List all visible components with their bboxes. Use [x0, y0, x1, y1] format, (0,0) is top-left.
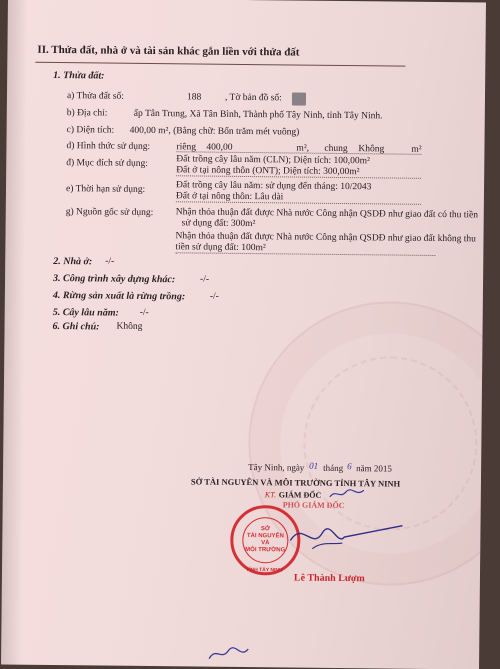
perennial-label: 5. Cây lâu năm:	[52, 306, 119, 319]
purpose-line-2: Đất ở tại nông thôn (ONT); Diện tích: 300,00m²	[176, 165, 360, 178]
origin-dotline	[175, 252, 435, 256]
parcel-number-label: a) Thửa đất số:	[66, 91, 124, 102]
usage-private-value: 400,00	[206, 142, 233, 153]
certificate-page	[1, 0, 486, 669]
area-label: c) Diện tích:	[66, 125, 115, 136]
director-signature	[282, 510, 412, 556]
usage-private-label: riêng	[176, 142, 197, 153]
purpose-line-1: Đất trồng cây lâu năm (CLN); Diện tích: 100,00m²	[176, 154, 370, 167]
land-heading: 1. Thửa đất:	[53, 69, 105, 82]
section-divider	[35, 62, 405, 67]
date-day: 01	[309, 460, 319, 471]
perennial-value: -/-	[139, 307, 149, 318]
origin-label: g) Nguồn gốc sử dụng:	[65, 207, 154, 219]
forest-value: -/-	[209, 291, 219, 302]
director-title: GIÁM ĐỐC	[278, 490, 322, 500]
official-stamp: SỞ TÀI NGUYÊN VÀ MÔI TRƯỜNG	[230, 505, 301, 576]
notes-label: 6. Ghi chú:	[52, 320, 100, 333]
forest-label: 4. Rừng sản xuất là rừng trồng:	[52, 289, 186, 303]
origin-line-1: Nhận thỏa thuận đất được Nhà nước Công nhận QSDĐ như giao đất có thu tiền	[175, 207, 479, 221]
date-month-label: tháng	[323, 462, 344, 474]
area-value: 400,00 m², (Bằng chữ: Bốn trăm mét vuông)	[129, 125, 300, 138]
house-label: 2. Nhà ở:	[53, 255, 93, 268]
notes-value: Không	[116, 321, 143, 332]
house-value: -/-	[105, 256, 115, 267]
usage-private-unit: m²,	[296, 143, 310, 154]
kt-prefix: KT.	[264, 490, 277, 500]
parcel-number-value: 188	[186, 92, 202, 103]
address-label: b) Địa chỉ:	[66, 108, 108, 119]
deputy-title: PHÓ GIÁM ĐỐC	[282, 500, 345, 511]
usage-shared-label: chung	[324, 143, 348, 155]
term-line-1: Đất trồng cây lâu năm: sử dụng đến tháng: 10/2043	[176, 180, 372, 193]
initial-signature	[328, 487, 368, 501]
term-line-2: Đất ở tại nông thôn: Lâu dài	[175, 191, 284, 203]
address-value: ấp Tân Trung, Xã Tân Bình, Thành phố Tây Ninh, tỉnh Tây Ninh.	[133, 108, 383, 122]
redacted-map-number	[292, 92, 306, 105]
usage-shared-unit: m²	[411, 144, 422, 155]
origin-line-2: sử dụng đất: 300m²	[181, 218, 256, 230]
origin-line-4: tiền sử dụng đất: 100m²	[175, 242, 266, 254]
signer-name: Lê Thành Lượm	[293, 572, 365, 585]
purpose-dotline	[176, 175, 421, 179]
section-title: II. Thửa đất, nhà ở và tài sản khác gắn liền với thửa đất	[37, 43, 300, 59]
department-name: SỞ TÀI NGUYÊN VÀ MÔI TRƯỜNG TỈNH TÂY NINH	[190, 476, 401, 489]
date-year: năm 2015	[356, 463, 392, 474]
origin-line-3: Nhận thỏa thuận đất được Nhà nước Công nhận QSDĐ như giao đất không thu	[175, 231, 476, 245]
stamp-ring-text: TỈNH TÂY NINH	[245, 567, 283, 574]
purpose-label: đ) Mục đích sử dụng:	[66, 158, 149, 169]
term-dotline	[176, 201, 421, 205]
usage-shared-value: Không	[358, 144, 385, 155]
term-label: e) Thời hạn sử dụng:	[65, 184, 146, 195]
bottom-initial-mark	[206, 645, 251, 663]
construction-value: -/-	[200, 274, 210, 285]
date-month: 6	[347, 461, 352, 472]
usage-form-label: d) Hình thức sử dụng:	[66, 141, 151, 152]
date-prefix: Tây Ninh, ngày	[248, 462, 305, 473]
map-sheet-label: , Tờ bản đồ số:	[224, 92, 282, 104]
construction-label: 3. Công trình xây dựng khác:	[53, 272, 176, 286]
